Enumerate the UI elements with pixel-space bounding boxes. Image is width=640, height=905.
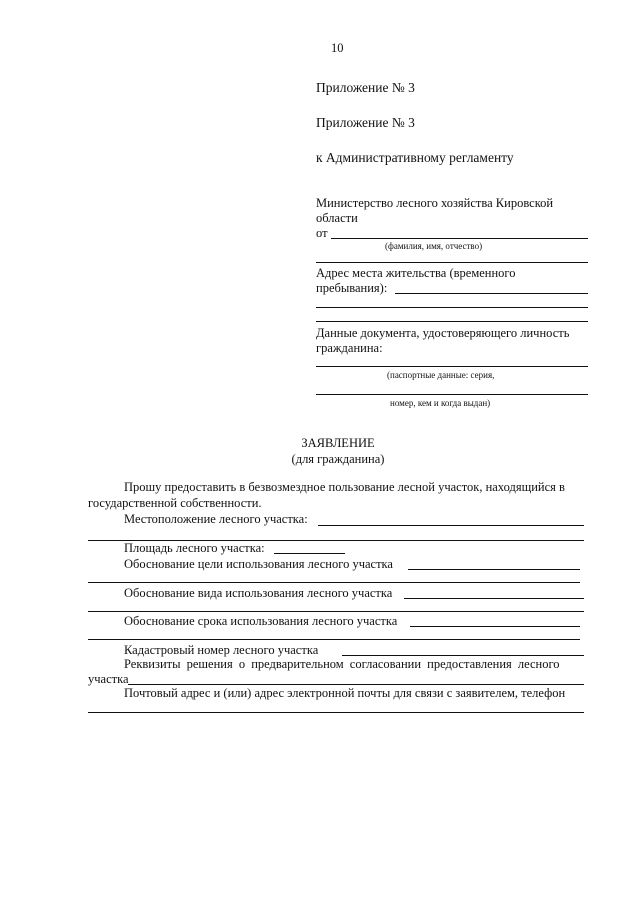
regulation-reference: к Административному регламенту	[316, 150, 514, 165]
location-label: Местоположение лесного участка:	[124, 512, 308, 526]
purpose-label: Обоснование цели использования лесного участка	[124, 557, 393, 571]
contact-field[interactable]	[88, 712, 584, 713]
from-label: от	[316, 226, 328, 240]
cadastral-field[interactable]	[342, 655, 584, 656]
requisites-label-cont: участка	[88, 672, 129, 686]
ministry-name: Министерство лесного хозяйства Кировской	[316, 196, 554, 210]
term-field-line2[interactable]	[88, 639, 580, 640]
contact-label: Почтовый адрес и (или) адрес электронной почты для связи с заявителем, телефон	[124, 686, 566, 700]
kind-field[interactable]	[404, 598, 584, 599]
id-document-label-cont: гражданина:	[316, 341, 383, 355]
address-label: Адрес места жительства (временного	[316, 266, 516, 280]
kind-label: Обоснование вида использования лесного участка	[124, 586, 393, 600]
term-field[interactable]	[410, 626, 580, 627]
id-document-label: Данные документа, удостоверяющего личность	[316, 326, 570, 340]
passport-hint: (паспортные данные: серия,	[387, 370, 495, 380]
appendix-label: Приложение № 3	[316, 80, 415, 95]
area-field[interactable]	[274, 553, 345, 554]
address-field-line2[interactable]	[316, 307, 588, 308]
intro-text: Прошу предоставить в безвозмездное пользование лесной участок, находящийся в	[124, 480, 565, 494]
kind-field-line2[interactable]	[88, 611, 584, 612]
fio-field[interactable]	[331, 238, 588, 239]
address-field[interactable]	[395, 293, 588, 294]
page-number: 10	[331, 41, 344, 55]
address-label-cont: пребывания):	[316, 281, 388, 295]
requisites-label: Реквизиты решения о предварительном согласовании предоставления лесного	[124, 657, 560, 671]
passport-field[interactable]	[316, 366, 588, 367]
location-field[interactable]	[318, 525, 584, 526]
requisites-field[interactable]	[128, 684, 584, 685]
area-label: Площадь лесного участка:	[124, 541, 265, 555]
passport-issued-hint: номер, кем и когда выдан)	[390, 398, 491, 408]
statement-subtitle: (для гражданина)	[291, 452, 385, 466]
statement-title: ЗАЯВЛЕНИЕ	[301, 436, 375, 450]
passport-issued-field[interactable]	[316, 394, 588, 395]
term-label: Обоснование срока использования лесного участка	[124, 614, 398, 628]
appendix-label-repeat: Приложение № 3	[316, 115, 415, 130]
ministry-name-cont: области	[316, 211, 358, 225]
intro-text-cont: государственной собственности.	[88, 496, 262, 510]
fio-field-extra[interactable]	[316, 262, 588, 263]
fio-hint: (фамилия, имя, отчество)	[385, 241, 483, 251]
purpose-field[interactable]	[408, 569, 580, 570]
cadastral-label: Кадастровый номер лесного участка	[124, 643, 319, 657]
purpose-field-line2[interactable]	[88, 582, 580, 583]
address-field-line3[interactable]	[316, 321, 588, 322]
